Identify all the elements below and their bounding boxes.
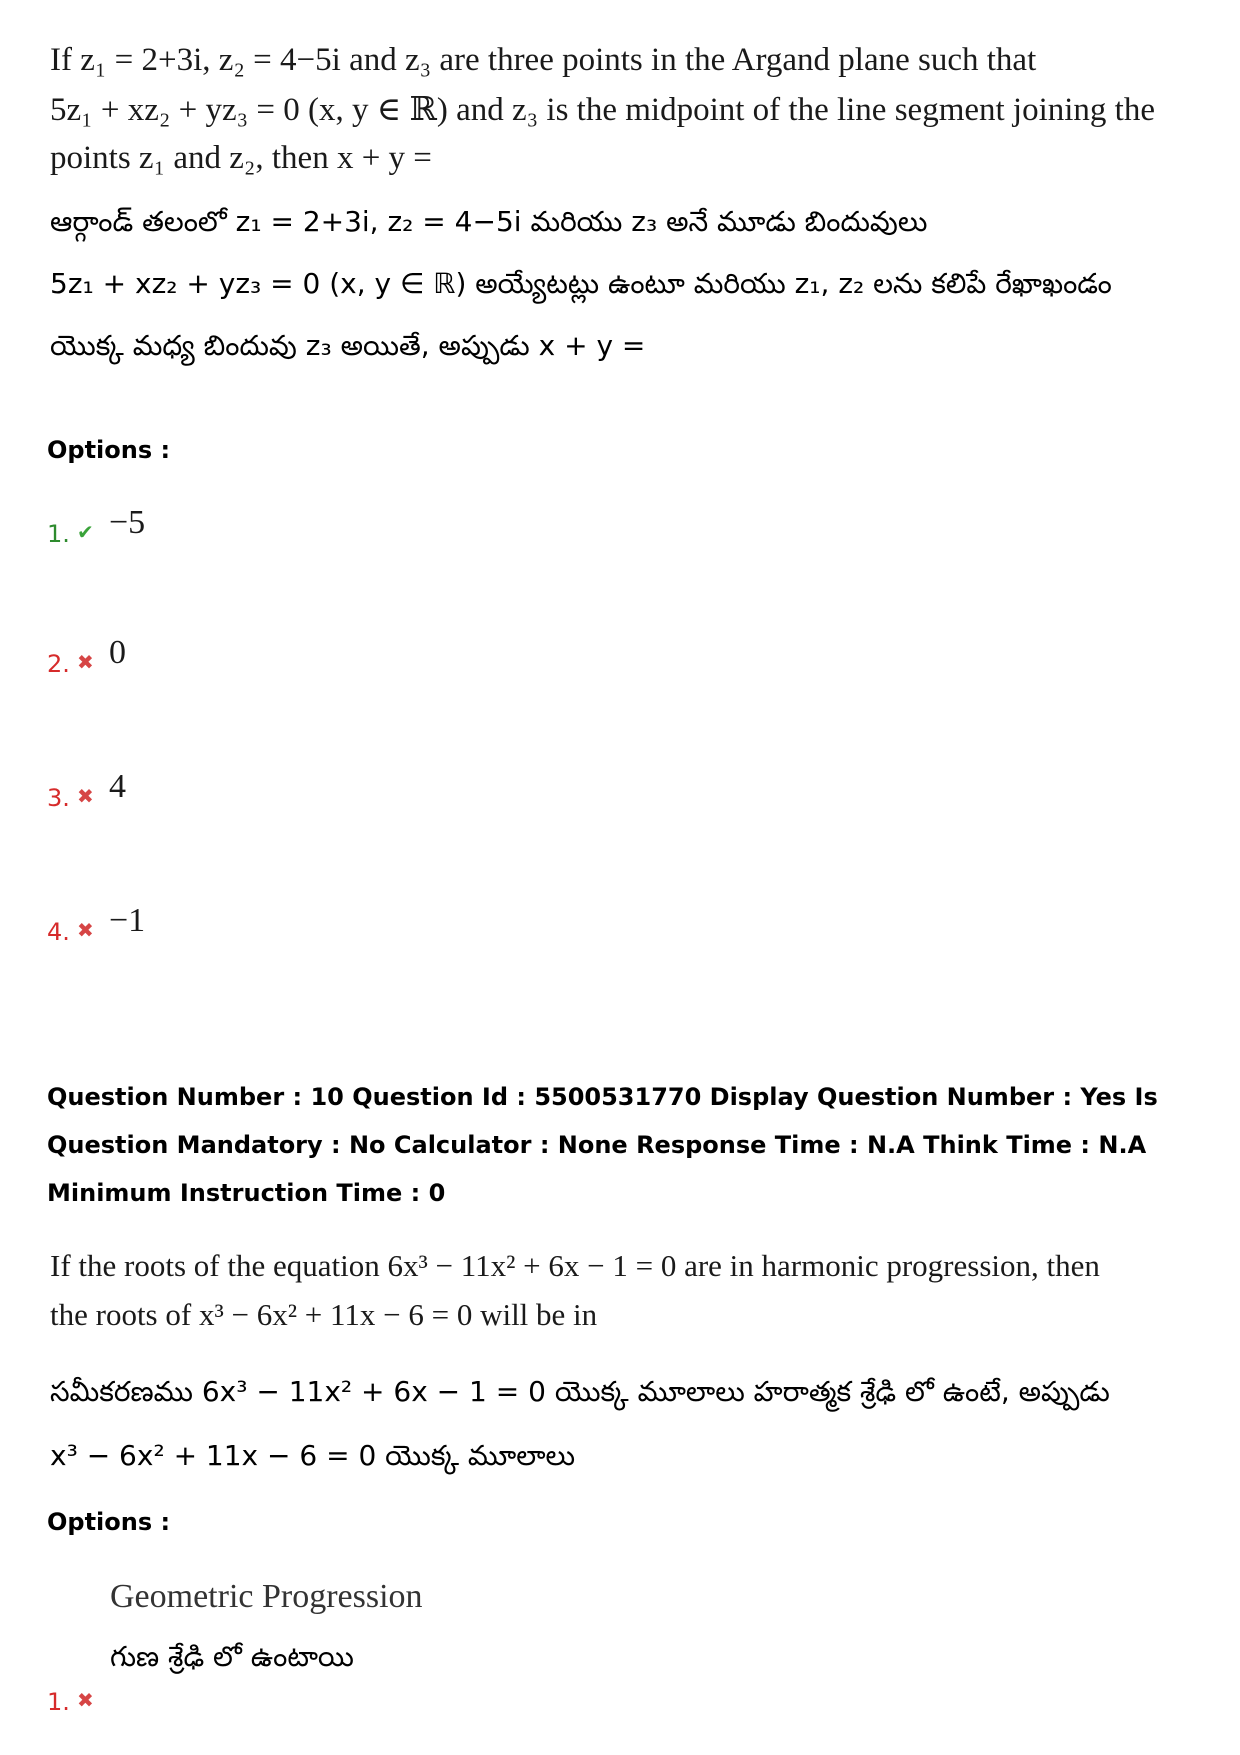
option-value: Geometric Progression xyxy=(110,1578,423,1615)
option-value: −5 xyxy=(109,504,146,541)
option-1 xyxy=(47,504,146,548)
question-line: points z₁ and z₂, then x + y = xyxy=(50,140,432,176)
option-1 xyxy=(47,1688,109,1716)
cross-icon: ✖ xyxy=(77,784,94,808)
question-line: 5z₁ + xz₂ + yz₃ = 0 (x, y ∈ ℝ) and z₃ is the midpoint of the line segment joining the xyxy=(50,92,1156,128)
question-line: If the roots of the equation 6x³ − 11x² + 6x − 1 = 0 are in harmonic progression, then xyxy=(50,1248,1100,1283)
option-number: 3. xyxy=(47,784,70,812)
question-line-telugu: యొక్క మధ్య బిందువు z₃ అయితే, అప్పుడు x + y = xyxy=(50,329,646,362)
question-line-telugu: x³ − 6x² + 11x − 6 = 0 యొక్క మూలాలు xyxy=(50,1439,576,1472)
question-line-telugu: 5z₁ + xz₂ + yz₃ = 0 (x, y ∈ ℝ) అయ్యేటట్లు ఉంటూ మరియు z₁, z₂ లను కలిపే రేఖాఖండం xyxy=(50,267,1112,300)
cross-icon: ✖ xyxy=(77,918,94,942)
option-number: 1. xyxy=(47,520,70,548)
cross-icon: ✖ xyxy=(77,650,94,674)
option-value-telugu: గుణ శ్రేఢి లో ఉంటాయి xyxy=(110,1640,354,1673)
cross-icon: ✖ xyxy=(77,1688,94,1712)
option-value: 0 xyxy=(109,634,126,671)
option-number: 4. xyxy=(47,918,70,946)
question-line: the roots of x³ − 6x² + 11x − 6 = 0 will be in xyxy=(50,1297,598,1332)
options-label: Options : xyxy=(47,436,171,464)
option-value: 4 xyxy=(109,768,126,805)
option-number: 2. xyxy=(47,650,70,678)
question-line: If z₁ = 2+3i, z₂ = 4−5i and z₃ are three points in the Argand plane such that xyxy=(50,42,1037,78)
option-value: −1 xyxy=(109,902,146,939)
option-4 xyxy=(47,902,146,946)
options-label: Options : xyxy=(47,1508,171,1536)
check-icon: ✔ xyxy=(77,520,94,544)
question-line-telugu: సమీకరణము 6x³ − 11x² + 6x − 1 = 0 యొక్క మూలాలు హరాత్మక శ్రేఢి లో ఉంటే, అప్పుడు xyxy=(50,1375,1110,1408)
option-2 xyxy=(47,634,126,678)
option-number: 1. xyxy=(47,1688,70,1716)
question-meta: Question Number : 10 Question Id : 5500531770 Display Question Number : Yes Is Question Mandatory : No Calculator : None Response Time : N.A Think Time : N.A Minimum Instruction Time : 0 xyxy=(47,1083,1158,1207)
option-3 xyxy=(47,768,126,812)
question-line-telugu: ఆర్గాండ్ తలంలో z₁ = 2+3i, z₂ = 4−5i మరియు z₃ అనే మూడు బిందువులు xyxy=(50,205,928,238)
